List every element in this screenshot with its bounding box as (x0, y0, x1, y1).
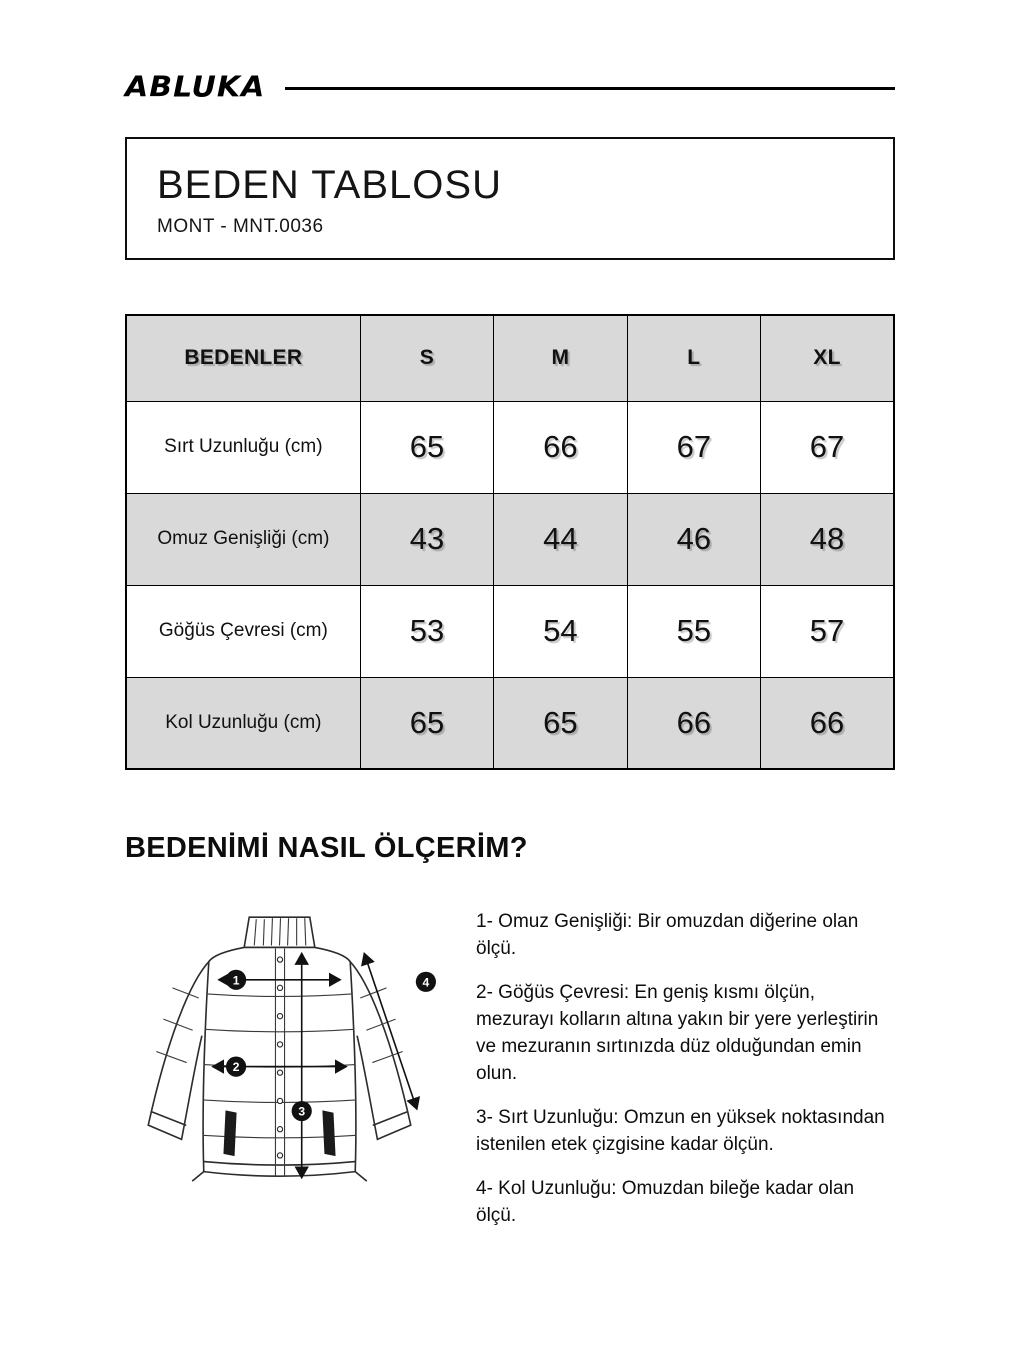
size-value: 46 (627, 493, 760, 585)
size-value: 43 (360, 493, 493, 585)
right-pocket (323, 1111, 335, 1155)
row-label: Omuz Genişliği (cm) (126, 493, 360, 585)
measure-section (125, 832, 895, 1247)
header-cell-sizes: BEDENLER (126, 315, 360, 401)
header-cell-m: M (494, 315, 627, 401)
sleeve-length-arrow (364, 954, 417, 1109)
svg-text:2: 2 (232, 1060, 240, 1075)
header-cell-s: S (360, 315, 493, 401)
size-value: 57 (761, 585, 894, 677)
measure-marker-3 (292, 1101, 312, 1121)
size-value: 65 (360, 401, 493, 493)
size-value: 55 (627, 585, 760, 677)
size-value: 44 (494, 493, 627, 585)
size-value: 67 (627, 401, 760, 493)
page-title: BEDEN TABLOSU (157, 163, 502, 207)
measure-marker-4 (416, 972, 436, 992)
jacket-diagram-wrap (107, 897, 452, 1217)
left-pocket (224, 1111, 236, 1155)
product-code: MONT - MNT.0036 (157, 216, 324, 237)
size-value: 48 (761, 493, 894, 585)
row-label: Kol Uzunluğu (cm) (126, 677, 360, 769)
instruction-item: 4- Kol Uzunluğu: Omuzdan bileğe kadar olan ölçü. (476, 1177, 855, 1226)
measure-marker-2 (226, 1057, 246, 1077)
title-box (125, 137, 895, 260)
table-header-row (126, 315, 894, 401)
section-heading: BEDENİMİ NASIL ÖLÇERİM? (125, 832, 528, 864)
table-row (126, 493, 894, 585)
header-cell-xl: XL (761, 315, 894, 401)
measure-marker-1 (226, 970, 246, 990)
row-label: Göğüs Çevresi (cm) (126, 585, 360, 677)
size-value: 66 (494, 401, 627, 493)
header-cell-l: L (627, 315, 760, 401)
instruction-item: 1- Omuz Genişliği: Bir omuzdan diğerine olan ölçü. (476, 911, 859, 959)
size-value: 67 (761, 401, 894, 493)
svg-text:1: 1 (232, 973, 240, 988)
svg-text:3: 3 (298, 1104, 306, 1119)
table-row (126, 677, 894, 769)
measure-instructions (476, 897, 895, 1247)
svg-text:4: 4 (422, 975, 430, 990)
instruction-item: 3- Sırt Uzunluğu: Omzun en yüksek noktasından istenilen etek çizgisine kadar ölçün. (476, 1106, 885, 1155)
size-value: 65 (494, 677, 627, 769)
table-row (126, 401, 894, 493)
size-value: 54 (494, 585, 627, 677)
row-label: Sırt Uzunluğu (cm) (126, 401, 360, 493)
right-sleeve (349, 961, 411, 1140)
logo-divider-line (285, 87, 895, 90)
size-value: 65 (360, 677, 493, 769)
brand-row (125, 70, 895, 105)
size-table (125, 314, 895, 770)
size-value: 66 (761, 677, 894, 769)
brand-logo: ABLUKA (125, 70, 266, 105)
size-value: 53 (360, 585, 493, 677)
size-value: 66 (627, 677, 760, 769)
left-sleeve (148, 961, 210, 1140)
table-row (126, 585, 894, 677)
instruction-item: 2- Göğüs Çevresi: En geniş kısmı ölçün, mezurayı kolların altına yakın bir yere yerleştirin ve mezuranın sırtınızda düz olduğundan emin olun. (476, 981, 879, 1084)
jacket-diagram (107, 897, 452, 1212)
